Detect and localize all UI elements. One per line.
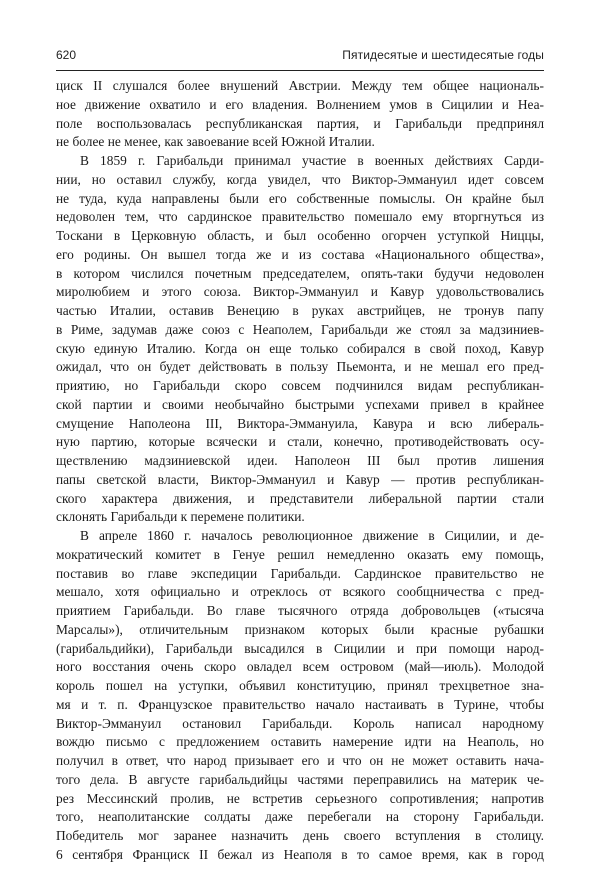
text-line: Марсалы»), отличительным признаком которых были красные рубашки [56, 621, 544, 637]
text-line: ского характера движения, и представители либеральной партии стали [56, 490, 544, 506]
text-line: того, неаполитанские солдаты даже перебегали на сторону Гарибальди. [56, 809, 544, 825]
text-line: ожидал, что он будет действовать в пользу Пьемонта, и не мешал его пред- [56, 359, 544, 375]
header-rule [56, 70, 544, 71]
text-line: мя и т. п. Французское правительство начало настаивать в Турине, чтобы [56, 696, 544, 712]
text-line: недоволен тем, что сардинское правительство помешало ему вторгнуться из [56, 209, 544, 225]
text-line: миролюбием и этого союза. Виктор-Эммануил и Кавур удовольствовались [56, 284, 544, 300]
paragraph [56, 152, 544, 527]
text-line: приятию, но Гарибальди скоро совсем подчинился видам республикан- [56, 378, 544, 393]
text-line: Виктор-Эммануил остановил Гарибальди. Король написал народному [56, 715, 544, 731]
text-line: поле воспользовалась республиканская партия, и Гарибальди предпринял [56, 115, 544, 131]
text-line: склонять Гарибальди к перемене политики. [56, 509, 305, 525]
text-line: Тоскани в Церковную область, и был особенно огорчен уступкой Ниццы, [56, 228, 544, 243]
text-line: приятием Гарибальди. Во главе тысячного отряда добровольцев («тысяча [56, 603, 544, 618]
text-line: ской партии и своими необычайно быстрыми успехами привел в крайнее [56, 396, 544, 412]
text-line: получил в ответ, что народ призывает его и что он не может оставить нача- [56, 753, 544, 768]
text-line: циск II слушался более внушений Австрии. Между тем общее националь- [56, 78, 544, 93]
text-line: поставив во главе экспедиции Гарибальди. Сардинское правительство не [56, 565, 544, 581]
text-line: частью Италии, оставив Венецию в руках австрийцев, не тронув папу [56, 303, 544, 318]
text-line: в котором числился почетным председателем, опять-таки будучи недоволен [56, 265, 544, 281]
text-line: папы светской власти, Виктор-Эммануил и Кавур — против республикан- [56, 471, 544, 487]
paragraph [56, 527, 544, 865]
text-line: нии, но оставил службу, когда увидел, что Виктор-Эммануил идет совсем [56, 171, 544, 187]
text-line: вождю письмо с предложением оставить намерение идти на Неаполь, но [56, 734, 544, 750]
paragraph [56, 77, 544, 152]
text-line: ное движение охватило и его владения. Волнением умов в Сицилии и Неа- [56, 96, 544, 112]
body-text [56, 77, 544, 865]
text-line: Победитель мог заранее назначить день своего вступления в столицу. [56, 828, 544, 843]
text-line: (гарибальдийки), Гарибальди высадился в Сицилии и при помощи народ- [56, 640, 544, 656]
text-line: В апреле 1860 г. началось революционное движение в Сицилии, и де- [80, 528, 544, 543]
text-line: смущение Наполеона III, Виктора-Эммануила, Кавура и всю либераль- [56, 415, 544, 431]
text-line: его родины. Он вышел тогда же и из состава «Национального общества», [56, 246, 544, 262]
text-line: не туда, куда направлены были его собственные помыслы. Он крайне был [56, 190, 544, 206]
text-line: король пошел на уступки, объявил конституцию, принял трехцветное зна- [56, 678, 544, 693]
text-line: того дела. В августе гарибальдийцы частями переправились на материк че- [56, 771, 544, 787]
text-line: мократический комитет в Генуе решил немедленно оказать ему помощь, [56, 546, 544, 562]
page-number: 620 [56, 48, 77, 62]
text-line: В 1859 г. Гарибальди принимал участие в военных действиях Сарди- [80, 153, 544, 168]
text-line: мешало, хотя официально и отреклось от всякого сообщничества с пред- [56, 584, 544, 600]
text-line: скую единую Италию. Когда он еще только собирался в свой поход, Кавур [56, 340, 544, 356]
text-line: ного восстания очень скоро овладел всем островом (май—июль). Молодой [56, 659, 544, 675]
text-line: не более не менее, как завоевание всей Южной Италии. [56, 134, 375, 150]
running-title: Пятидесятые и шестидесятые годы [342, 48, 544, 62]
text-line: 6 сентября Франциск II бежал из Неаполя в то самое время, как в город [56, 846, 544, 862]
text-line: в Риме, задумав даже союз с Неаполем, Гарибальди же стоял за мадзиниев- [56, 321, 544, 337]
text-line: ную партию, которые всячески и стали, конечно, противодействовать осу- [56, 434, 544, 450]
text-line: ществлению мадзиниевской идеи. Наполеон III был против лишения [56, 453, 544, 468]
running-head [56, 48, 544, 66]
text-line: рез Мессинский пролив, не встретив серьезного сопротивления; напротив [56, 790, 544, 806]
page [56, 48, 544, 865]
